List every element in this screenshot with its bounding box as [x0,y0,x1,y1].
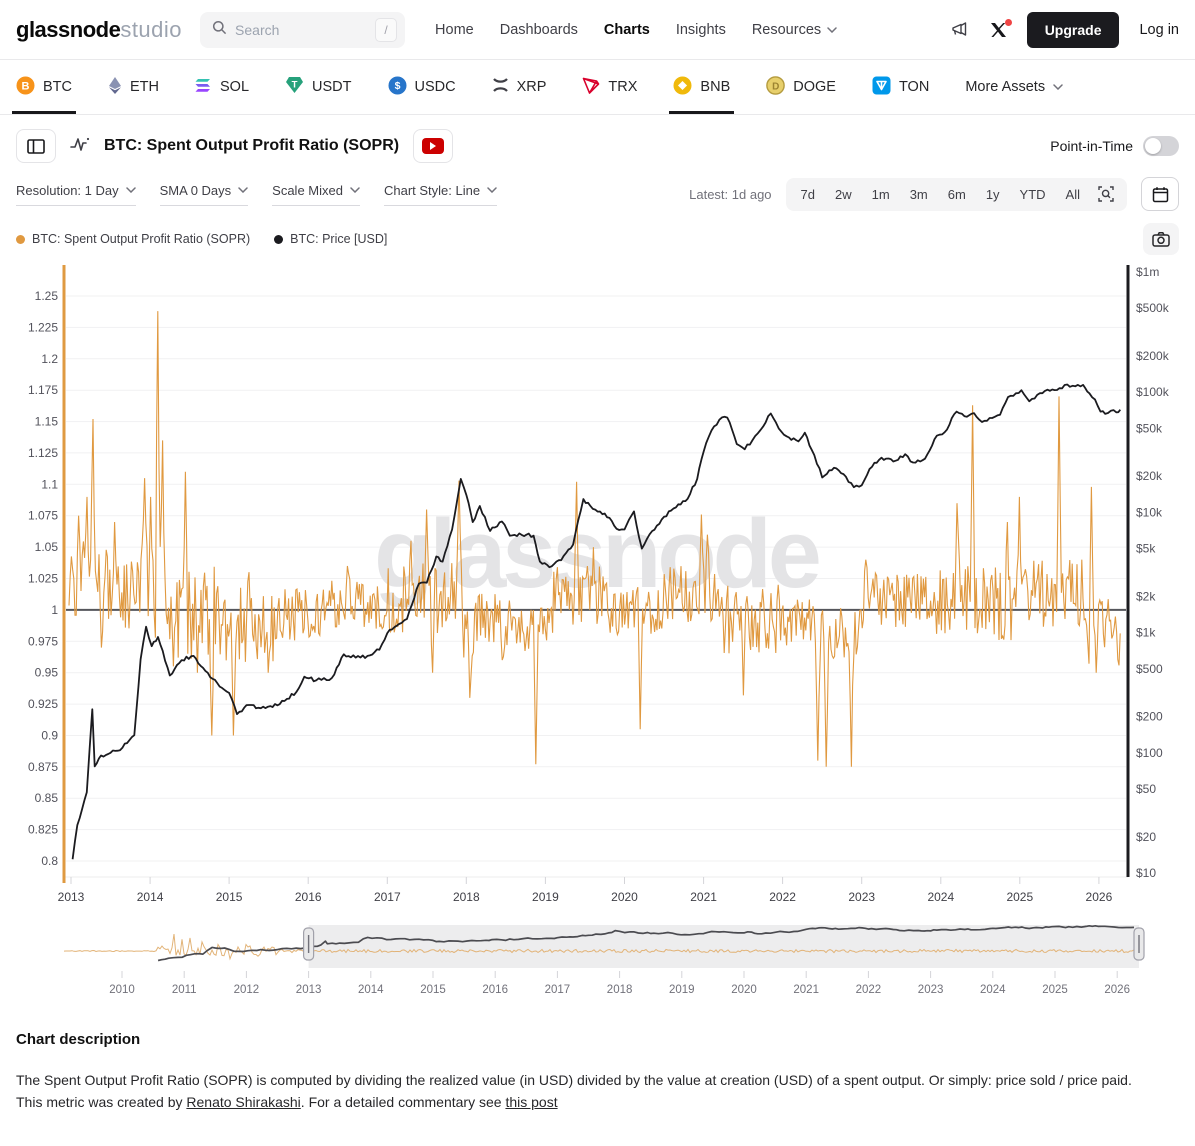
point-in-time-label: Point-in-Time [1050,138,1133,154]
logo-secondary: studio [120,16,183,42]
asset-label: USDC [414,79,456,95]
navigator-svg [0,913,1181,1005]
btc-icon [16,76,35,99]
dropdown-label: Scale Mixed [272,182,343,198]
main-chart-svg [0,257,1181,909]
asset-tab-bnb[interactable] [673,60,730,114]
navigator-handle-left[interactable] [304,928,314,960]
asset-label: ETH [130,79,159,95]
svg-text:2025: 2025 [1042,984,1068,996]
svg-text:2026: 2026 [1085,890,1113,904]
svg-text:2014: 2014 [136,890,164,904]
range-7d[interactable]: 7d [792,182,824,207]
svg-text:2016: 2016 [482,984,508,996]
asset-tab-ton[interactable] [872,60,929,114]
login-link[interactable]: Log in [1139,21,1179,38]
usdc-icon [388,76,407,99]
range-ytd[interactable]: YTD [1011,182,1055,207]
asset-label: SOL [220,79,250,95]
legend-dot [274,235,283,244]
svg-text:2018: 2018 [606,984,633,996]
asset-label: BTC [43,79,72,95]
asset-tab-eth[interactable] [108,60,159,114]
eth-icon [108,76,122,99]
range-1m[interactable]: 1m [863,182,899,207]
svg-text:2010: 2010 [109,984,135,996]
latest-updated-label: Latest: 1d ago [689,186,772,202]
dropdown-sma-0-days[interactable] [160,183,249,206]
asset-label: XRP [516,79,547,95]
trx-icon [582,77,600,98]
svg-text:$200k: $200k [1136,349,1169,363]
svg-text:2019: 2019 [669,984,695,996]
page-title: BTC: Spent Output Profit Ratio (SOPR) [104,137,400,154]
svg-text:2012: 2012 [233,984,260,996]
svg-text:$1k: $1k [1136,625,1156,640]
legend-row [0,211,1195,255]
svg-text:2011: 2011 [171,984,197,996]
svg-text:1.025: 1.025 [27,571,58,586]
asset-tab-trx[interactable] [582,60,637,114]
svg-text:0.95: 0.95 [34,665,58,680]
asset-tab-xrp[interactable] [492,60,547,114]
youtube-button[interactable] [413,129,453,163]
nav-home[interactable]: Home [435,21,474,38]
range-controls [689,177,1179,211]
svg-text:$2k: $2k [1136,589,1156,604]
top-bar [0,0,1195,60]
chart-navigator[interactable] [0,913,1181,1005]
upgrade-button[interactable]: Upgrade [1027,12,1120,48]
sidebar-toggle-button[interactable] [16,129,56,163]
svg-text:$10k: $10k [1136,505,1163,520]
svg-text:2020: 2020 [731,984,757,996]
svg-text:2014: 2014 [358,984,384,996]
svg-text:2024: 2024 [927,890,955,904]
camera-snapshot-button[interactable] [1143,223,1179,255]
nav-insights[interactable]: Insights [675,21,726,38]
chart-description-section [0,1005,1195,1143]
more-assets-menu[interactable] [965,60,1063,114]
zoom-area-icon[interactable] [1091,182,1121,206]
svg-text:$100: $100 [1136,745,1163,760]
glassnode-watermark: glassnode [374,499,818,608]
svg-text:2025: 2025 [1006,890,1034,904]
dropdown-chart-style-line[interactable] [384,183,497,206]
svg-text:0.825: 0.825 [27,822,58,837]
svg-text:D: D [772,80,780,92]
metric-pulse-icon [70,135,90,158]
asset-label: USDT [312,79,352,95]
svg-text:1.2: 1.2 [41,351,58,366]
point-in-time-control [1050,136,1179,156]
asset-label: More Assets [965,79,1046,95]
svg-text:2018: 2018 [452,890,480,904]
calendar-button[interactable] [1141,177,1179,211]
search-icon [212,20,227,40]
svg-text:$50k: $50k [1136,421,1163,436]
legend-btc-price-usd[interactable] [274,232,387,246]
range-all[interactable]: All [1057,182,1089,207]
svg-text:1.15: 1.15 [34,414,58,429]
title-row [0,115,1195,167]
svg-text:1.075: 1.075 [27,508,58,523]
legend-dot [16,235,25,244]
svg-text:$20k: $20k [1136,469,1163,484]
nav-charts[interactable]: Charts [603,21,650,38]
dropdown-label: Chart Style: Line [383,182,481,198]
svg-text:2024: 2024 [980,984,1006,996]
svg-text:0.875: 0.875 [27,759,58,774]
range-2w[interactable]: 2w [826,182,861,207]
logo-primary: glassnode [16,16,121,42]
asset-label: TON [898,79,930,95]
svg-text:2015: 2015 [420,984,446,996]
svg-text:$500k: $500k [1136,301,1169,316]
svg-text:$50: $50 [1136,782,1157,796]
dropdown-label: Resolution: 1 Day [16,182,119,198]
nav-dashboards[interactable]: Dashboards [499,21,578,38]
top-right-actions [951,12,1179,48]
navigator-handle-right[interactable] [1134,928,1144,960]
legend-items [16,232,387,246]
legend-label: BTC: Price [USD] [290,232,388,246]
svg-text:0.8: 0.8 [41,854,58,868]
legend-btc-spent-output-profit-ratio-sopr[interactable] [16,232,250,246]
main-nav [435,22,837,38]
usdt-icon [285,76,304,98]
nav-resources[interactable]: Resources [752,22,837,38]
asset-label: TRX [608,79,638,95]
search-placeholder: Search [235,21,280,38]
notification-dot [1005,19,1012,26]
svg-text:$500: $500 [1136,661,1163,676]
svg-text:2021: 2021 [690,890,717,904]
search-input[interactable] [200,12,405,48]
sol-icon [195,78,212,97]
svg-text:$200: $200 [1136,709,1163,724]
svg-text:2013: 2013 [295,984,322,996]
svg-text:1.1: 1.1 [41,477,58,492]
youtube-icon [422,138,444,154]
svg-text:2022: 2022 [769,890,796,904]
link-renato-shirakashi[interactable]: Renato Shirakashi [186,1093,301,1110]
dropdown-resolution-1-day[interactable] [16,183,136,206]
main-chart[interactable] [0,257,1181,909]
svg-text:$: $ [394,79,400,92]
svg-text:2022: 2022 [855,984,882,996]
xrp-icon [492,77,509,97]
svg-text:0.85: 0.85 [34,791,58,806]
point-in-time-toggle[interactable] [1143,136,1179,156]
svg-text:$5k: $5k [1136,541,1156,556]
range-3m[interactable]: 3m [901,182,937,207]
svg-text:2026: 2026 [1104,984,1130,996]
svg-text:T: T [291,79,298,91]
svg-text:2021: 2021 [793,984,819,996]
dropdown-label: SMA 0 Days [159,182,232,198]
svg-text:1.125: 1.125 [27,445,58,460]
x-social-icon[interactable] [990,22,1007,38]
svg-text:2019: 2019 [532,890,559,904]
svg-text:2013: 2013 [57,890,85,904]
link-this-post[interactable]: this post [505,1093,558,1110]
range-6m[interactable]: 6m [939,182,975,207]
asset-tab-bar [0,60,1195,115]
svg-text:$100k: $100k [1136,385,1169,400]
svg-text:1.25: 1.25 [34,289,58,303]
asset-label: DOGE [793,79,836,95]
range-pill [786,178,1127,211]
svg-text:1.05: 1.05 [34,540,58,555]
asset-label: BNB [700,79,731,95]
dropdowns-group [16,183,497,206]
svg-text:$20: $20 [1136,829,1157,844]
glassnode-logo[interactable] [16,17,182,43]
toggle-knob [1145,138,1161,154]
asset-tab-sol[interactable] [195,60,249,114]
asset-tab-btc[interactable] [16,60,72,114]
svg-text:2017: 2017 [544,984,571,996]
chart-controls-row [0,167,1195,211]
svg-text:$1m: $1m [1136,265,1160,279]
doge-icon [766,76,785,99]
svg-text:2020: 2020 [611,890,638,904]
chart-description-heading: Chart description [16,1031,141,1048]
asset-tab-doge[interactable] [766,60,836,114]
svg-text:1.225: 1.225 [27,320,58,335]
svg-text:0.975: 0.975 [27,634,58,649]
svg-text:$10: $10 [1136,866,1157,880]
svg-text:0.925: 0.925 [27,697,58,712]
megaphone-icon[interactable] [951,21,970,38]
svg-text:1: 1 [51,602,58,617]
svg-text:2017: 2017 [373,890,401,904]
legend-label: BTC: Spent Output Profit Ratio (SOPR) [32,232,251,246]
bnb-icon [673,76,692,99]
search-shortcut-key: / [375,18,397,42]
asset-tab-usdt[interactable] [285,60,351,114]
svg-text:2015: 2015 [215,890,243,904]
svg-text:2023: 2023 [917,984,944,996]
svg-text:0.9: 0.9 [41,728,58,743]
svg-text:B: B [21,79,30,92]
chart-description-text: The Spent Output Profit Ratio (SOPR) is computed by dividing the realized value (in USD) divided by the value at creation (USD) of a spent output. Or simply: price sold / price paid. This metric was created by Renato Shirakashi. For a detailed commentary see this post [16,1072,1132,1110]
ton-icon [872,76,891,99]
svg-text:1.175: 1.175 [27,383,58,398]
dropdown-scale-mixed[interactable] [272,183,360,206]
asset-tab-usdc[interactable] [388,60,456,114]
range-1y[interactable]: 1y [977,182,1009,207]
svg-text:2016: 2016 [294,890,322,904]
svg-text:2023: 2023 [848,890,876,904]
